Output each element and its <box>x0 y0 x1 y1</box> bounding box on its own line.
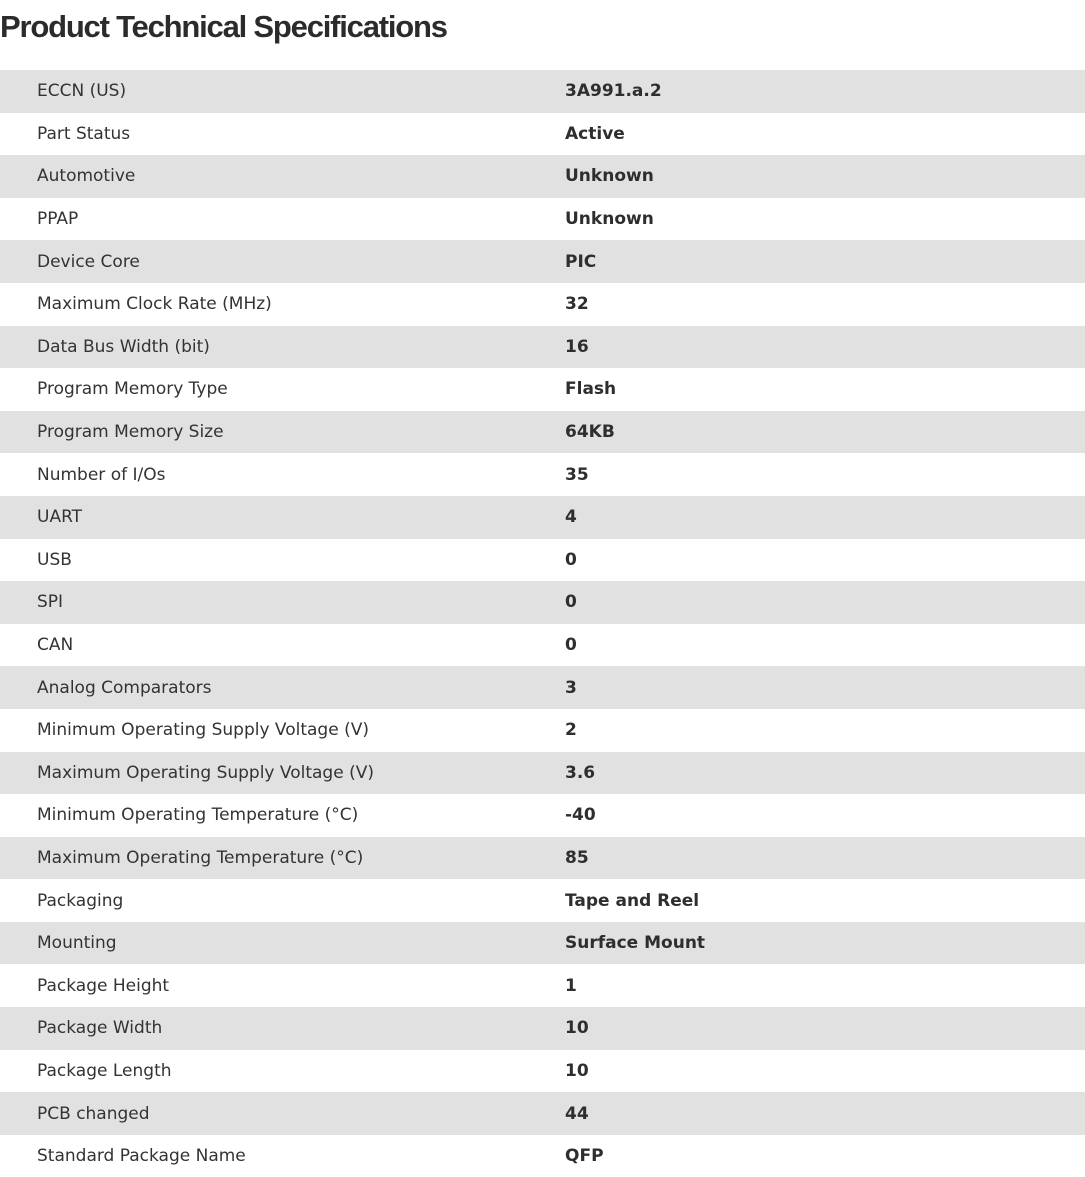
spec-label: Maximum Clock Rate (MHz) <box>37 294 272 315</box>
spec-row-analog-comparators <box>0 666 1085 709</box>
spec-row-device-core <box>0 240 1085 283</box>
spec-value: 0 <box>565 635 577 656</box>
spec-row-eccn <box>0 70 1085 113</box>
spec-label: Package Width <box>37 1018 163 1039</box>
spec-value: PIC <box>565 251 597 272</box>
spec-label: Program Memory Size <box>37 422 224 443</box>
spec-value: -40 <box>565 805 596 826</box>
spec-row-program-memory-type <box>0 368 1085 411</box>
spec-value: 3 <box>565 677 577 698</box>
spec-label: Maximum Operating Supply Voltage (V) <box>37 762 374 783</box>
spec-label: Package Height <box>37 975 170 996</box>
spec-label: Minimum Operating Supply Voltage (V) <box>37 720 369 741</box>
spec-row-max-operating-temperature <box>0 837 1085 880</box>
spec-label: Data Bus Width (bit) <box>37 336 210 357</box>
spec-row-usb <box>0 539 1085 582</box>
spec-row-package-length <box>0 1050 1085 1093</box>
spec-value: 44 <box>565 1103 589 1124</box>
spec-label: PCB changed <box>37 1103 150 1124</box>
spec-value: 0 <box>565 592 577 613</box>
spec-value: Unknown <box>565 209 654 230</box>
spec-row-automotive <box>0 155 1085 198</box>
spec-row-mounting <box>0 922 1085 965</box>
spec-label: USB <box>37 549 72 570</box>
spec-row-number-of-ios <box>0 453 1085 496</box>
spec-row-program-memory-size <box>0 411 1085 454</box>
spec-label: Part Status <box>37 123 131 144</box>
spec-row-data-bus-width <box>0 326 1085 369</box>
spec-label: Device Core <box>37 251 140 272</box>
spec-row-part-status <box>0 113 1085 156</box>
spec-row-pcb-changed <box>0 1092 1085 1135</box>
spec-row-ppap <box>0 198 1085 241</box>
spec-value: Flash <box>565 379 617 400</box>
spec-label: Analog Comparators <box>37 677 212 698</box>
spec-label: Packaging <box>37 890 124 911</box>
spec-row-package-height <box>0 964 1085 1007</box>
spec-row-min-supply-voltage <box>0 709 1085 752</box>
spec-row-can <box>0 624 1085 667</box>
spec-value: 16 <box>565 336 589 357</box>
page-title: Product Technical Specifications <box>0 9 447 44</box>
spec-label: Standard Package Name <box>37 1146 246 1167</box>
spec-row-package-width <box>0 1007 1085 1050</box>
spec-value: 85 <box>565 847 589 868</box>
spec-value: Tape and Reel <box>565 890 700 911</box>
spec-label: Number of I/Os <box>37 464 166 485</box>
spec-value: Active <box>565 123 625 144</box>
spec-value: 4 <box>565 507 577 528</box>
spec-value: 32 <box>565 294 589 315</box>
spec-value: Unknown <box>565 166 654 187</box>
spec-row-max-supply-voltage <box>0 752 1085 795</box>
spec-label: CAN <box>37 635 74 656</box>
spec-value: 64KB <box>565 422 615 443</box>
spec-row-uart <box>0 496 1085 539</box>
spec-label: Maximum Operating Temperature (°C) <box>37 847 364 868</box>
spec-value: Surface Mount <box>565 933 706 954</box>
spec-label: PPAP <box>37 209 79 230</box>
spec-value: 10 <box>565 1018 589 1039</box>
spec-label: Program Memory Type <box>37 379 228 400</box>
spec-value: 3.6 <box>565 762 596 783</box>
spec-label: Minimum Operating Temperature (°C) <box>37 805 359 826</box>
spec-row-spi <box>0 581 1085 624</box>
spec-table <box>0 70 1085 1177</box>
spec-label: Package Length <box>37 1060 172 1081</box>
spec-label: ECCN (US) <box>37 81 127 102</box>
spec-row-standard-package-name <box>0 1135 1085 1177</box>
spec-label: UART <box>37 507 83 528</box>
spec-row-packaging <box>0 879 1085 922</box>
spec-value: 2 <box>565 720 577 741</box>
spec-value: 3A991.a.2 <box>565 81 662 102</box>
spec-value: 1 <box>565 975 577 996</box>
spec-value: QFP <box>565 1146 604 1167</box>
spec-value: 0 <box>565 549 577 570</box>
spec-row-min-operating-temperature <box>0 794 1085 837</box>
spec-label: Mounting <box>37 933 117 954</box>
spec-value: 35 <box>565 464 589 485</box>
spec-value: 10 <box>565 1060 589 1081</box>
spec-row-max-clock-rate <box>0 283 1085 326</box>
spec-label: SPI <box>37 592 64 613</box>
spec-label: Automotive <box>37 166 136 187</box>
